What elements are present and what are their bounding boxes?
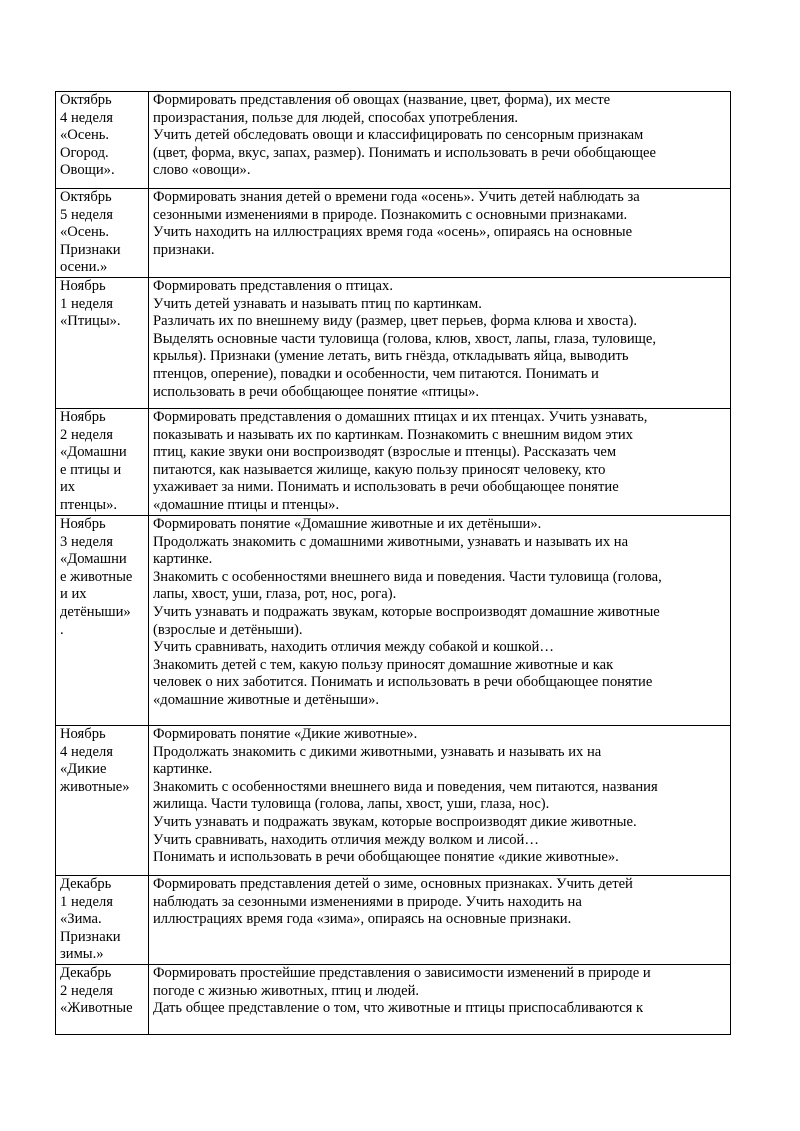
period-line: 2 неделя [60,982,113,999]
period-line: Ноябрь [60,277,106,294]
goal-line: Знакомить с особенностями внешнего вида и поведения. Части туловища (голова, [153,568,662,585]
goal-line: Продолжать знакомить с домашними животными, узнавать и называть их на [153,533,629,550]
goal-line: Учить сравнивать, находить отличия между собакой и кошкой… [153,639,554,656]
goals-cell [149,964,731,1034]
goals-cell [149,408,731,515]
goal-line: лапы, хвост, уши, глаза, рот, нос, рога). [153,586,397,603]
period-line: 5 неделя [60,206,113,223]
period-cell [56,725,149,875]
goal-line: Различать их по внешнему виду (размер, цвет перьев, форма клюва и хвоста). [153,313,637,330]
goals-cell [149,92,731,189]
goal-line: Учить сравнивать, находить отличия между волком и лисой… [153,831,539,848]
period-line: и их [60,586,87,603]
period-line: «Домашни [60,551,127,568]
goal-line: Формировать знания детей о времени года «осень». Учить детей наблюдать за [153,189,640,205]
plan-row [56,875,731,964]
period-line: 3 неделя [60,533,113,550]
goal-line: Понимать и использовать в речи обобщающее понятие «дикие животные». [153,849,619,866]
goal-line: признаки. [153,241,215,258]
period-line: «Птицы». [60,313,121,330]
goal-line: Формировать простейшие представления о зависимости изменений в природе и [153,964,651,981]
period-line: 2 неделя [60,426,113,443]
goal-line: слово «овощи». [153,162,251,179]
goal-line: Знакомить с особенностями внешнего вида и поведения, чем питаются, названия [153,778,658,795]
lesson-plan-table [55,91,731,1035]
period-line: «Дикие [60,761,107,778]
plan-row [56,92,731,189]
period-line: е животные [60,568,133,585]
plan-row [56,277,731,408]
goal-line: Формировать понятие «Дикие животные». [153,725,418,742]
period-line: 1 неделя [60,295,113,312]
period-line: 4 неделя [60,109,113,126]
period-line: зимы.» [60,946,104,963]
goal-line: человек о них заботится. Понимать и использовать в речи обобщающее понятие [153,674,653,691]
period-line: «Зима. [60,911,102,928]
lesson-plan-body [56,92,731,1035]
period-line: «Домашни [60,444,127,461]
period-line: Признаки [60,928,121,945]
goal-line: Продолжать знакомить с дикими животными, узнавать и называть их на [153,743,602,760]
goal-line: наблюдать за сезонными изменениями в природе. Учить находить на [153,893,582,910]
plan-row [56,964,731,1034]
goals-cell [149,515,731,725]
period-cell [56,189,149,278]
goal-line: произрастания, пользе для людей, способах употребления. [153,109,519,126]
period-cell [56,964,149,1034]
period-line: Октябрь [60,92,112,108]
goals-cell [149,725,731,875]
goal-line: Учить находить на иллюстрациях время года «осень», опираясь на основные [153,224,633,241]
period-line: «Животные [60,1000,133,1017]
period-line: «Осень. [60,224,110,241]
goal-line: использовать в речи обобщающее понятие «птицы». [153,383,480,400]
goal-line: Формировать представления об овощах (название, цвет, форма), их месте [153,92,611,108]
period-cell [56,92,149,189]
goal-line: ухаживает за ними. Понимать и использовать в речи обобщающее понятие [153,479,619,496]
period-line: животные» [60,778,130,795]
goal-line: Учить узнавать и подражать звукам, которые воспроизводят дикие животные. [153,813,637,830]
plan-row [56,515,731,725]
period-cell [56,515,149,725]
goal-line: Учить детей обследовать овощи и классифицировать по сенсорным признакам [153,127,644,144]
goal-line: Выделять основные части туловища (голова, клюв, хвост, лапы, глаза, туловище, [153,330,657,347]
period-cell [56,277,149,408]
goal-line: Учить узнавать и подражать звукам, которые воспроизводят домашние животные [153,603,660,620]
period-line: их [60,479,76,496]
goal-line: показывать и называть их по картинкам. Познакомить с внешним видом этих [153,426,633,443]
period-line: Декабрь [60,964,112,981]
period-line: Признаки [60,241,121,258]
goal-line: крылья). Признаки (умение летать, вить гнёзда, откладывать яйца, выводить [153,348,629,365]
period-line: Ноябрь [60,725,106,742]
goal-line: Знакомить детей с тем, какую пользу приносят домашние животные и как [153,656,614,673]
goal-line: Формировать представления о птицах. [153,277,393,294]
period-line: птенцы». [60,496,118,513]
goals-cell [149,875,731,964]
period-line: е птицы и [60,461,122,478]
period-line: «Осень. [60,127,110,144]
period-line: Ноябрь [60,515,106,532]
period-cell [56,408,149,515]
goal-line: иллюстрациях время года «зима», опираясь на основные признаки. [153,911,572,928]
goal-line: погоде с жизнью животных, птиц и людей. [153,982,420,999]
period-line: Овощи». [60,162,115,179]
period-line: Ноябрь [60,408,106,425]
goals-cell [149,189,731,278]
plan-row [56,725,731,875]
period-line: Огород. [60,144,109,161]
goal-line: Учить детей узнавать и называть птиц по картинкам. [153,295,482,312]
period-line: 4 неделя [60,743,113,760]
period-line: Октябрь [60,189,112,205]
goals-cell [149,277,731,408]
period-line: . [60,621,64,638]
goal-line: картинке. [153,551,213,568]
plan-row [56,189,731,278]
period-line: 1 неделя [60,893,113,910]
goal-line: (цвет, форма, вкус, запах, размер). Понимать и использовать в речи обобщающее [153,144,656,161]
period-line: детёныши» [60,603,131,620]
goal-line: Формировать представления о домашних птицах и их птенцах. Учить узнавать, [153,408,648,425]
goal-line: сезонными изменениями в природе. Познакомить с основными признаками. [153,206,628,223]
goal-line: Формировать понятие «Домашние животные и их детёныши». [153,515,542,532]
period-cell [56,875,149,964]
period-line: Декабрь [60,875,112,892]
document-page [55,91,731,1035]
goal-line: жилища. Части туловища (голова, лапы, хвост, уши, глаза, нос). [153,796,550,813]
plan-row [56,408,731,515]
goal-line: «домашние животные и детёныши». [153,691,380,708]
period-line: осени.» [60,259,108,276]
goal-line: птиц, какие звуки они воспроизводят (взрослые и птенцы). Рассказать чем [153,444,617,461]
goal-line: птенцов, оперение), повадки и особенности, чем питаются. Понимать и [153,365,599,382]
goal-line: «домашние птицы и птенцы». [153,496,340,513]
goal-line: Дать общее представление о том, что животные и птицы приспосабливаются к [153,1000,644,1017]
goal-line: (взрослые и детёныши). [153,621,303,638]
goal-line: Формировать представления детей о зиме, основных признаках. Учить детей [153,875,633,892]
goal-line: картинке. [153,761,213,778]
goal-line: питаются, как называется жилище, какую пользу приносят человеку, кто [153,461,606,478]
